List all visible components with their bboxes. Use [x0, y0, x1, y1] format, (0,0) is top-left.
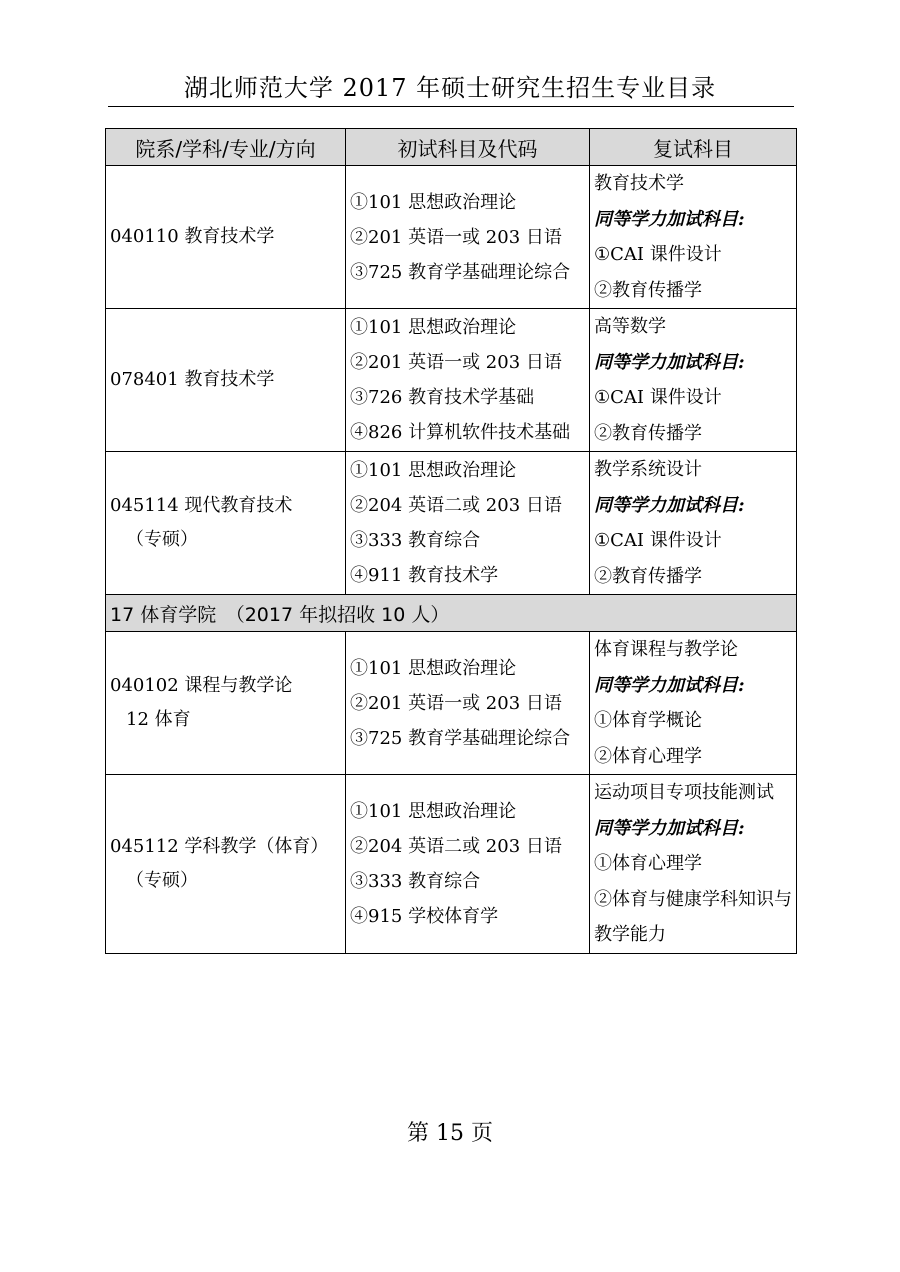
- program-type: （专硕）: [126, 869, 198, 891]
- column-header-retest: 复试科目: [590, 129, 797, 166]
- retest-subject: ①体育心理学: [594, 853, 702, 874]
- dept-cell: [106, 309, 346, 452]
- exam-subject: ②204 英语二或 203 日语: [350, 835, 562, 857]
- retest-subject: ①CAI 课件设计: [594, 387, 722, 408]
- column-header-dept: 院系/学科/专业/方向: [106, 129, 346, 166]
- equivalent-extra-label: 同等学力加试科目:: [594, 494, 745, 516]
- exam-subject: ①101 思想政治理论: [350, 460, 517, 481]
- retest-subject: 教学系统设计: [594, 459, 702, 480]
- retest-subject: ②体育与健康学科知识与: [594, 888, 792, 910]
- dept-cell: [106, 166, 346, 309]
- header-rule: [108, 106, 794, 107]
- equivalent-extra-label: 同等学力加试科目:: [594, 674, 745, 696]
- equivalent-extra-label: 同等学力加试科目:: [594, 817, 745, 839]
- school-section-title: 17 体育学院 （2017 年拟招收 10 人）: [106, 595, 797, 632]
- retest-cell: [590, 452, 797, 595]
- retest-subject: 运动项目专项技能测试: [594, 782, 774, 803]
- retest-subject: ②体育心理学: [594, 745, 702, 767]
- exam-subject: ④826 计算机软件技术基础: [350, 422, 571, 443]
- exam-cell: [346, 166, 590, 309]
- program-code-name: 040102 课程与教学论: [110, 675, 293, 696]
- table-header-row: [106, 129, 797, 166]
- program-direction: 12 体育: [126, 709, 191, 730]
- retest-subject: 教育技术学: [594, 173, 684, 194]
- retest-subject: 体育课程与教学论: [594, 639, 738, 660]
- school-section-row: [106, 595, 797, 632]
- retest-subject: 教学能力: [594, 924, 666, 945]
- exam-cell: [346, 775, 590, 954]
- program-code-name: 045114 现代教育技术: [110, 495, 293, 516]
- exam-subject: ②201 英语一或 203 日语: [350, 226, 562, 248]
- table-row: [106, 452, 797, 595]
- table-row: [106, 166, 797, 309]
- retest-subject: 高等数学: [594, 316, 666, 337]
- exam-subject: ②201 英语一或 203 日语: [350, 692, 562, 714]
- exam-subject: ①101 思想政治理论: [350, 800, 517, 822]
- exam-subject: ②204 英语二或 203 日语: [350, 495, 562, 516]
- exam-subject: ③333 教育综合: [350, 530, 481, 551]
- exam-subject: ③726 教育技术学基础: [350, 387, 535, 408]
- program-type: （专硕）: [126, 529, 198, 550]
- exam-subject: ①101 思想政治理论: [350, 191, 517, 213]
- program-catalog-table: [105, 128, 797, 954]
- exam-cell: [346, 632, 590, 775]
- exam-subject: ④915 学校体育学: [350, 905, 499, 927]
- exam-subject: ④911 教育技术学: [350, 565, 499, 586]
- retest-subject: ①CAI 课件设计: [594, 244, 722, 265]
- retest-subject: ①CAI 课件设计: [594, 530, 722, 551]
- exam-subject: ③725 教育学基础理论综合: [350, 261, 571, 283]
- equivalent-extra-label: 同等学力加试科目:: [594, 208, 745, 230]
- program-code-name: 078401 教育技术学: [110, 369, 275, 390]
- retest-subject: ②教育传播学: [594, 422, 702, 444]
- dept-cell: [106, 452, 346, 595]
- exam-subject: ①101 思想政治理论: [350, 317, 517, 338]
- column-header-exams: 初试科目及代码: [346, 129, 590, 166]
- table-row: [106, 632, 797, 775]
- program-code-name: 040110 教育技术学: [110, 226, 275, 247]
- exam-cell: [346, 452, 590, 595]
- dept-cell: [106, 632, 346, 775]
- exam-subject: ③725 教育学基础理论综合: [350, 727, 571, 749]
- exam-subject: ①101 思想政治理论: [350, 657, 517, 679]
- table-row: [106, 775, 797, 954]
- retest-subject: ①体育学概论: [594, 710, 702, 731]
- exam-cell: [346, 309, 590, 452]
- program-code-name: 045112 学科教学（体育）: [110, 835, 329, 857]
- retest-cell: [590, 309, 797, 452]
- exam-subject: ②201 英语一或 203 日语: [350, 352, 562, 373]
- table-row: [106, 309, 797, 452]
- page-number: 第 15 页: [407, 1121, 493, 1146]
- retest-cell: [590, 775, 797, 954]
- exam-subject: ③333 教育综合: [350, 870, 481, 892]
- retest-subject: ②教育传播学: [594, 279, 702, 301]
- retest-cell: [590, 166, 797, 309]
- equivalent-extra-label: 同等学力加试科目:: [594, 351, 745, 373]
- retest-cell: [590, 632, 797, 775]
- dept-cell: [106, 775, 346, 954]
- page-title: 湖北师范大学 2017 年硕士研究生招生专业目录: [183, 74, 717, 102]
- retest-subject: ②教育传播学: [594, 565, 702, 587]
